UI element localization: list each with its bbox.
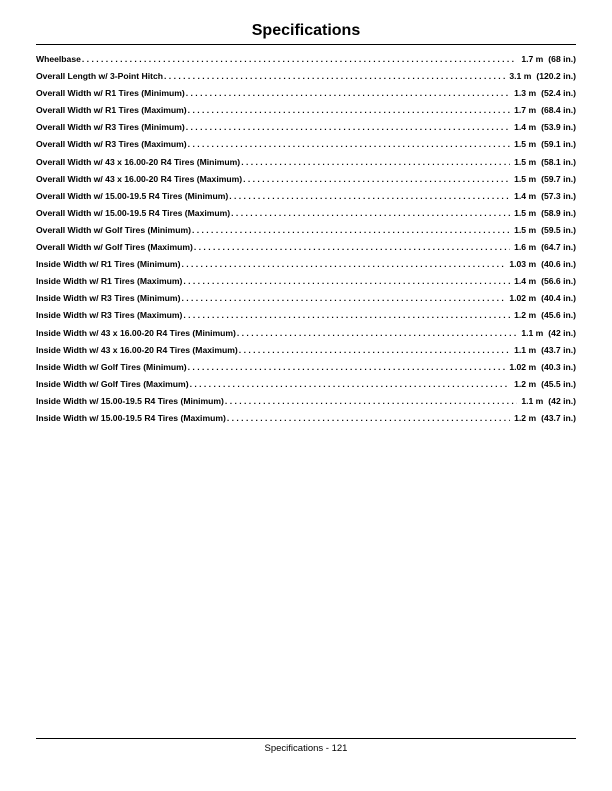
spec-value [514,307,576,324]
spec-value [509,68,576,85]
dot-leader [183,273,510,290]
spec-metric: 1.6 m [514,242,537,253]
spec-imperial: (59.7 in.) [541,173,576,184]
dot-leader [227,410,510,427]
dot-leader [164,68,505,85]
spec-row [36,154,576,171]
spec-metric: 1.02 m [509,293,537,304]
spec-label: Overall Length w/ 3-Point Hitch [36,71,164,82]
spec-imperial: (120.2 in.) [536,71,576,82]
spec-imperial: (40.6 in.) [541,259,576,270]
spec-value [514,410,576,427]
spec-metric: 1.2 m [514,310,537,321]
dot-leader [192,222,510,239]
spec-row [36,307,576,324]
spec-metric: 1.2 m [514,412,537,423]
spec-imperial: (45.6 in.) [541,310,576,321]
spec-label: Overall Width w/ R3 Tires (Maximum) [36,139,187,150]
spec-row [36,325,576,342]
spec-value [514,188,576,205]
spec-imperial: (40.3 in.) [541,361,576,372]
spec-metric: 1.7 m [521,54,544,64]
spec-row [36,51,576,68]
spec-value [514,171,576,188]
spec-row [36,393,576,410]
spec-metric: 1.2 m [514,378,537,389]
spec-label: Inside Width w/ R3 Tires (Maximum) [36,310,183,321]
spec-row [36,273,576,290]
spec-imperial: (58.1 in.) [541,156,576,167]
spec-imperial: (42 in.) [548,327,576,338]
spec-label: Overall Width w/ R1 Tires (Maximum) [36,105,187,116]
spec-value [514,205,576,222]
spec-value [514,273,576,290]
spec-label: Overall Width w/ 15.00-19.5 R4 Tires (Minimum) [36,190,229,201]
spec-metric: 1.4 m [514,190,537,201]
spec-metric: 1.03 m [509,259,537,270]
spec-row [36,136,576,153]
spec-imperial: (52.4 in.) [541,88,576,99]
spec-label: Overall Width w/ Golf Tires (Maximum) [36,242,193,253]
dot-leader [237,325,517,342]
dot-leader [225,393,517,410]
dot-leader [239,342,510,359]
page-footer: Specifications - 121 [264,743,348,754]
spec-value [514,239,576,256]
spec-metric: 1.4 m [514,276,537,287]
dot-leader [194,239,510,256]
spec-row [36,239,576,256]
spec-list [36,51,576,427]
spec-value [514,342,576,359]
spec-imperial: (42 in.) [548,395,576,406]
spec-imperial: (43.7 in.) [541,412,576,423]
spec-metric: 1.5 m [514,173,537,184]
spec-imperial: (40.4 in.) [541,293,576,304]
spec-row [36,342,576,359]
dot-leader [186,119,510,136]
spec-imperial: (68 in.) [548,54,576,64]
spec-row [36,68,576,85]
spec-imperial: (68.4 in.) [541,105,576,116]
spec-value [509,290,576,307]
spec-value [514,136,576,153]
spec-value [514,376,576,393]
dot-leader [188,359,506,376]
dot-leader [82,51,517,68]
spec-label: Overall Width w/ 15.00-19.5 R4 Tires (Maximum) [36,207,231,218]
spec-label: Inside Width w/ R3 Tires (Minimum) [36,293,181,304]
dot-leader [186,85,510,102]
spec-metric: 1.1 m [521,327,544,338]
spec-metric: 1.3 m [514,88,537,99]
dot-leader [181,256,505,273]
dot-leader [181,290,505,307]
spec-row [36,256,576,273]
spec-value [521,51,576,68]
spec-metric: 1.5 m [514,139,537,150]
spec-row [36,85,576,102]
dot-leader [183,307,510,324]
spec-label: Inside Width w/ 15.00-19.5 R4 Tires (Maximum) [36,412,226,423]
spec-imperial: (53.9 in.) [541,122,576,133]
title-divider [36,44,576,45]
spec-imperial: (64.7 in.) [541,242,576,253]
spec-metric: 1.4 m [514,122,537,133]
dot-leader [231,205,510,222]
spec-imperial: (45.5 in.) [541,378,576,389]
spec-label: Inside Width w/ 43 x 16.00-20 R4 Tires (Minimum) [36,327,236,338]
spec-row [36,119,576,136]
dot-leader [190,376,511,393]
spec-row [36,290,576,307]
spec-row [36,102,576,119]
spec-label: Overall Width w/ Golf Tires (Minimum) [36,224,191,235]
spec-imperial: (43.7 in.) [541,344,576,355]
spec-value [509,359,576,376]
dot-leader [229,188,510,205]
spec-row [36,376,576,393]
spec-label: Inside Width w/ R1 Tires (Minimum) [36,259,181,270]
spec-row [36,171,576,188]
spec-metric: 1.02 m [509,361,537,372]
spec-imperial: (58.9 in.) [541,207,576,218]
spec-imperial: (56.6 in.) [541,276,576,287]
dot-leader [188,136,510,153]
spec-label: Inside Width w/ Golf Tires (Minimum) [36,361,187,372]
dot-leader [241,154,510,171]
spec-metric: 3.1 m [509,71,532,82]
spec-value [509,256,576,273]
spec-label: Overall Width w/ R3 Tires (Minimum) [36,122,185,133]
spec-value [521,325,576,342]
spec-imperial: (59.1 in.) [541,139,576,150]
spec-row [36,410,576,427]
spec-label: Overall Width w/ 43 x 16.00-20 R4 Tires (Minimum) [36,156,241,167]
spec-value [521,393,576,410]
spec-metric: 1.1 m [514,344,537,355]
spec-label: Inside Width w/ Golf Tires (Maximum) [36,378,189,389]
footer-divider [36,738,576,739]
spec-row [36,205,576,222]
spec-label: Inside Width w/ 43 x 16.00-20 R4 Tires (Maximum) [36,344,238,355]
spec-label: Overall Width w/ R1 Tires (Minimum) [36,88,185,99]
spec-row [36,188,576,205]
spec-imperial: (59.5 in.) [541,224,576,235]
page-title: Specifications [251,22,361,39]
spec-label: Inside Width w/ 15.00-19.5 R4 Tires (Minimum) [36,395,224,406]
spec-metric: 1.5 m [514,224,537,235]
spec-metric: 1.5 m [514,207,537,218]
spec-value [514,154,576,171]
spec-metric: 1.1 m [521,395,544,406]
spec-label: Overall Width w/ 43 x 16.00-20 R4 Tires (Maximum) [36,173,243,184]
spec-imperial: (57.3 in.) [541,190,576,201]
spec-metric: 1.7 m [514,105,537,116]
spec-label: Wheelbase [36,54,81,64]
spec-value [514,119,576,136]
spec-row [36,359,576,376]
spec-label: Inside Width w/ R1 Tires (Maximum) [36,276,183,287]
dot-leader [188,102,510,119]
dot-leader [243,171,510,188]
spec-row [36,222,576,239]
spec-metric: 1.5 m [514,156,537,167]
spec-value [514,222,576,239]
spec-value [514,102,576,119]
spec-value [514,85,576,102]
